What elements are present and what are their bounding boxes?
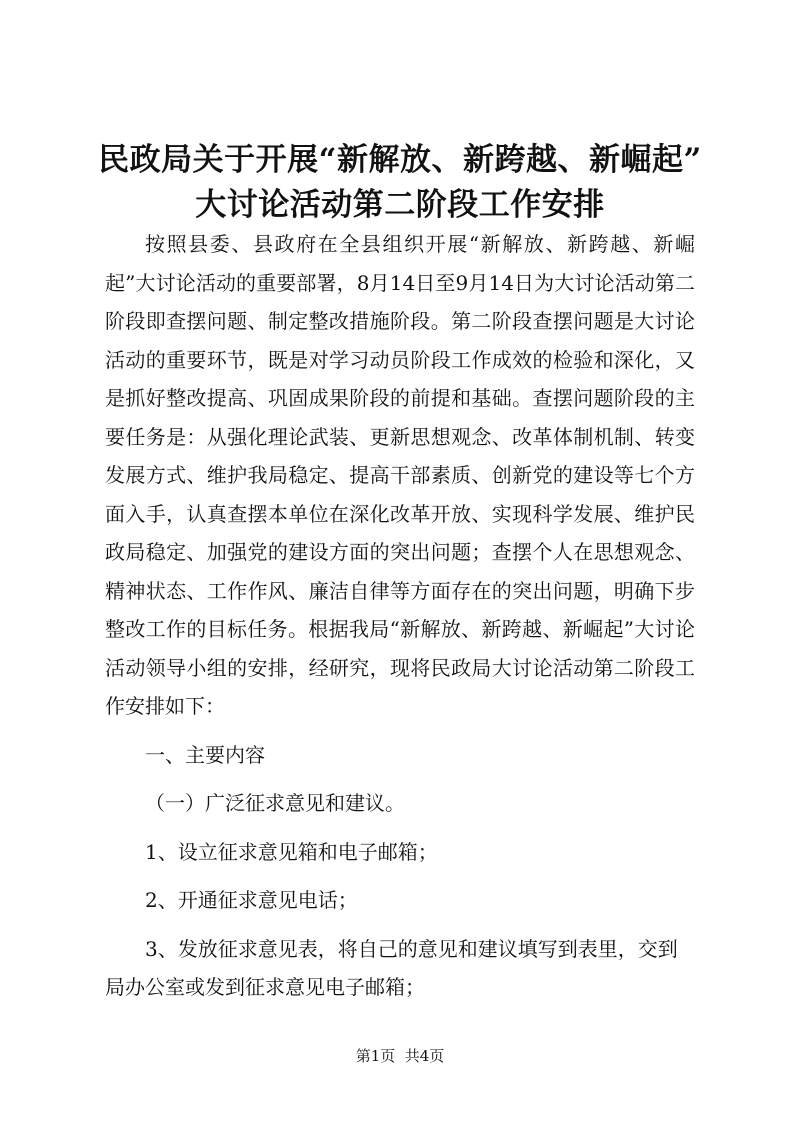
page-number-footer: 第1页 共4页 — [355, 1047, 445, 1065]
list-item: 2、开通征求意见电话； — [145, 888, 358, 912]
document-title-line-2: 大讨论活动第二阶段工作安排 — [195, 187, 605, 223]
document-title-line-1: 民政局关于开展“新解放、新跨越、新崛起” — [98, 142, 702, 178]
section-heading: 一、主要内容 — [145, 742, 265, 767]
document-body — [105, 225, 695, 1007]
subsection-heading: （一）广泛征求意见和建议。 — [145, 791, 405, 815]
list-item: 1、设立征求意见箱和电子邮箱； — [145, 839, 438, 864]
intro-paragraph: 按照县委、县政府在全县组织开展“新解放、新跨越、新崛起”大讨论活动的重要部署，8月14日至9月14日为大讨论活动第二阶段即查摆问题、制定整改措施阶段。第二阶段查摆问题是大讨论活动的重要环节，既是对学习动员阶段工作成效的检验和深化，又是抓好整改提高、巩固成果阶段的前提和基础。查摆问题阶段的主要任务是：从强化理论武装、更新思想观念、改革体制机制、转变发展方式、维护我局稳定、提高干部素质、创新党的建设等七个方面入手，认真查摆本单位在深化改革开放、实现科学发展、维护民政局稳定、加强党的建设方面的突出问题；查摆个人在思想观念、精神状态、工作作风、廉洁自律等方面存在的突出问题，明确下步整改工作的目标任务。根据我局“新解放、新跨越、新崛起”大讨论活动领导小组的安排，经研究，现将民政局大讨论活动第二阶段工作安排如下： — [105, 232, 695, 718]
list-item: 3、发放征求意见表，将自己的意见和建议填写到表里，交到局办公室或发到征求意见电子邮箱； — [105, 936, 678, 999]
